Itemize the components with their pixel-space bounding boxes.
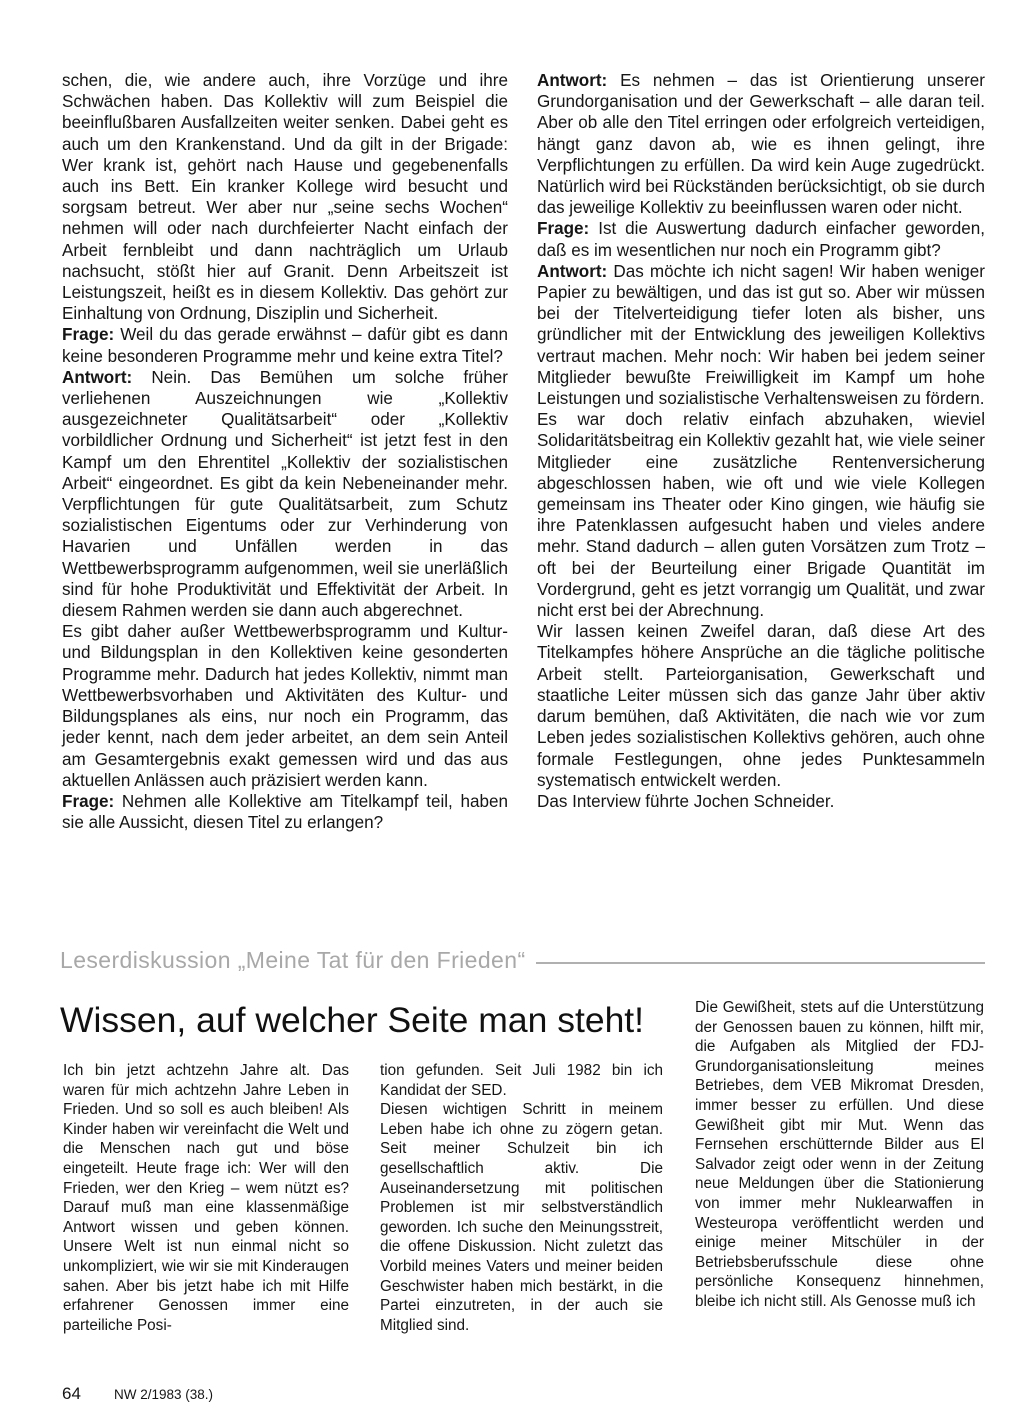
section-divider xyxy=(536,962,986,964)
paragraph: Frage: Ist die Auswertung dadurch einfacher geworden, daß es im wesentlichen nur noch ein Programm gibt? xyxy=(537,219,985,260)
paragraph: Diesen wichtigen Schritt in meinem Leben habe ich ohne zu zögern getan. Seit meiner Schulzeit bin ich gesellschaftlich aktiv. Die Auseinandersetzung mit politischen Problemen ist mir selbstverständlich geworden. Ich suche den Meinungsstreit, die offene Diskussion. Nicht zuletzt das Vorbild meines Vaters und meiner beiden Geschwister haben mich bestärkt, in die Partei einzutreten, in der auch sie Mitglied sind. xyxy=(380,1101,663,1334)
article-title: Wissen, auf welcher Seite man steht! xyxy=(60,1000,645,1040)
paragraph: Frage: Weil du das gerade erwähnst – dafür gibt es dann keine besonderen Programme mehr und keine extra Titel? xyxy=(62,325,508,366)
paragraph: Ich bin jetzt achtzehn Jahre alt. Das waren für mich achtzehn Jahre Leben in Frieden. Und so soll es auch bleiben! Als Kinder haben wir vereinfacht die Welt und die Menschen nach gut und böse eingeteilt. Heute frage ich: Wer will den Frieden, wer den Krieg – wem nützt es? Darauf muß man eine klassenmäßige Antwort wissen und geben können. Unsere Welt ist nun einmal nicht so unkompliziert, wie wir sie mit Kinderaugen sahen. Aber bis jetzt habe ich mit Hilfe erfahrener Genossen immer eine parteiliche Posi- xyxy=(63,1062,349,1334)
paragraph: Wir lassen keinen Zweifel daran, daß diese Art des Titelkampfes höhere Ansprüche an die tägliche politische Arbeit stellt. Parteiorganisation, Gewerkschaft und staatliche Leiter müssen sich das ganze Jahr über aktiv darum bemühen, daß Aktivitäten, die nach wie vor zum Leben jedes sozialistischen Kollektivs gehören, auch ohne formale Festlegungen, ohne jedes Punktesammeln systematisch entwickelt werden. xyxy=(537,622,985,790)
section-label: Leserdiskussion „Meine Tat für den Frieden“ xyxy=(60,946,526,973)
paragraph: Antwort: Das möchte ich nicht sagen! Wir haben weniger Papier zu bewältigen, und das ist gut so. Aber wir müssen bei der Titelverteidigung tiefer loten als bisher, uns gründlicher mit der Entwicklung des jeweiligen Kollektivs vertraut machen. Mehr noch: Wir haben bei jedem seiner Mitglieder bewußte Freiwilligkeit im Kampf um hohe Leistungen und sozialistische Verhaltensweisen zu fördern. xyxy=(537,261,985,409)
page-footer xyxy=(62,1384,213,1404)
section-header xyxy=(60,945,985,975)
article-column-1 xyxy=(63,1061,349,1335)
issue-info: NW 2/1983 (38.) xyxy=(114,1387,214,1402)
paragraph: tion gefunden. Seit Juli 1982 bin ich Kandidat der SED. xyxy=(380,1062,663,1099)
paragraph: Antwort: Es nehmen – das ist Orientierung unserer Grundorganisation und der Gewerkschaft – alle daran teil. Aber ob alle den Titel erringen oder erfolgreich verteidigen, hängt ganz davon ab, wie es ihnen gelingt, ihre Verpflichtungen zu erfüllen. Da wird kein Auge zugedrückt. Natürlich wird bei Rückständen berücksichtigt, ob sie durch das jeweilige Kollektiv zu beeinflussen waren oder nicht. xyxy=(537,71,985,218)
paragraph: Antwort: Nein. Das Bemühen um solche früher verliehenen Auszeichnungen wie „Kollektiv ausgezeichneter Qualitätsarbeit“ oder „Kollektiv vorbildlicher Ordnung und Sicherheit“ ist jetzt fest in den Kampf um den Ehrentitel „Kollektiv der sozialistischen Arbeit“ eingeordnet. Es gibt da kein Nebeneinander mehr. Verpflichtungen für gute Qualitätsarbeit, zum Schutz sozialistischen Eigentums oder zur Verhinderung von Havarien und Unfällen werden in das Wettbewerbsprogramm aufgenommen, weil sie unerläßlich sind für hohe Produktivität und Effektivität der Arbeit. In diesem Rahmen werden sie dann auch abgerechnet. xyxy=(62,367,508,621)
paragraph: Frage: Nehmen alle Kollektive am Titelkampf teil, haben sie alle Aussicht, diesen Titel zu erlangen? xyxy=(62,791,508,833)
paragraph: schen, die, wie andere auch, ihre Vorzüge und ihre Schwächen haben. Das Kollektiv will zum Beispiel die beeinflußbaren Ausfallzeiten weiter senken. Dabei geht es auch um den Krankenstand. Und da gilt in der Brigade: Wer krank ist, gehört nach Hause und gegebenenfalls auch ins Bett. Ein kranker Kollege wird besucht und sorgsam betreut. Wer aber nur „seine sechs Wochen“ nehmen will oder nach durchfeierter Nacht einfach der Arbeit fernbleibt und dann nachträglich um Urlaub nachsucht, stößt hier auf Granit. Denn Arbeitszeit ist Leistungszeit, heißt es in diesem Kollektiv. Das gehört zur Einhaltung von Ordnung, Disziplin und Sicherheit. xyxy=(62,71,508,324)
interview-column-left xyxy=(62,70,508,833)
paragraph: Die Gewißheit, stets auf die Unterstützung der Genossen bauen zu können, hilft mir, die Aufgaben als Mitglied der FDJ-Grundorganisationsleitung meines Betriebes, dem VEB Mikromat Dresden, immer besser zu erfüllen. Und diese Gewißheit gibt mir Mut. Wenn das Fernsehen erschütternde Bilder aus El Salvador zeigt oder wenn in der Zeitung neue Meldungen über die Stationierung von immer mehr Nuklearwaffen in Westeuropa veröffentlicht werden und einige meiner Mitschüler in der Betriebsberufsschule diese ohne persönliche Konsequenz hinnehmen, bleibe ich nicht still. Als Genosse muß ich xyxy=(695,999,984,1310)
paragraph: Es gibt daher außer Wettbewerbsprogramm und Kultur- und Bildungsplan in den Kollektiven keine gesonderten Programme mehr. Dadurch hat jedes Kollektiv, nimmt man Wettbewerbsvorhaben und Aktivitäten des Kultur- und Bildungsplanes als eins, nur noch ein Programm, das jeder kennt, nach dem jeder arbeitet, an dem sein Anteil am Gesamtergebnis exakt gemessen wird und das aus aktuellen Anlässen auch präzisiert werden kann. xyxy=(62,622,508,790)
interview-column-right xyxy=(537,70,985,812)
paragraph: Es war doch relativ einfach abzuhaken, wieviel Solidaritätsbeitrag ein Kollektiv gezahlt hat, wie viele seiner Mitglieder eine zusätzliche Rentenversicherung abgeschlossen haben, wie oft und wie viele Kollegen gemeinsam ins Theater oder Kino gingen, wie häufig sie ihre Patenklassen aufgesucht haben und vieles andere mehr. Stand dadurch – allen guten Vorsätzen zum Trotz – oft bei der Beurteilung einer Brigade Quantität im Vordergrund, geht es jetzt vorrangig um Qualität, und zwar nicht erst bei der Abrechnung. xyxy=(537,410,985,621)
interviewer-credit: Das Interview führte Jochen Schneider. xyxy=(537,791,835,811)
page-number: 64 xyxy=(62,1384,81,1403)
article-column-3 xyxy=(695,998,984,1312)
article-column-2 xyxy=(380,1061,663,1335)
